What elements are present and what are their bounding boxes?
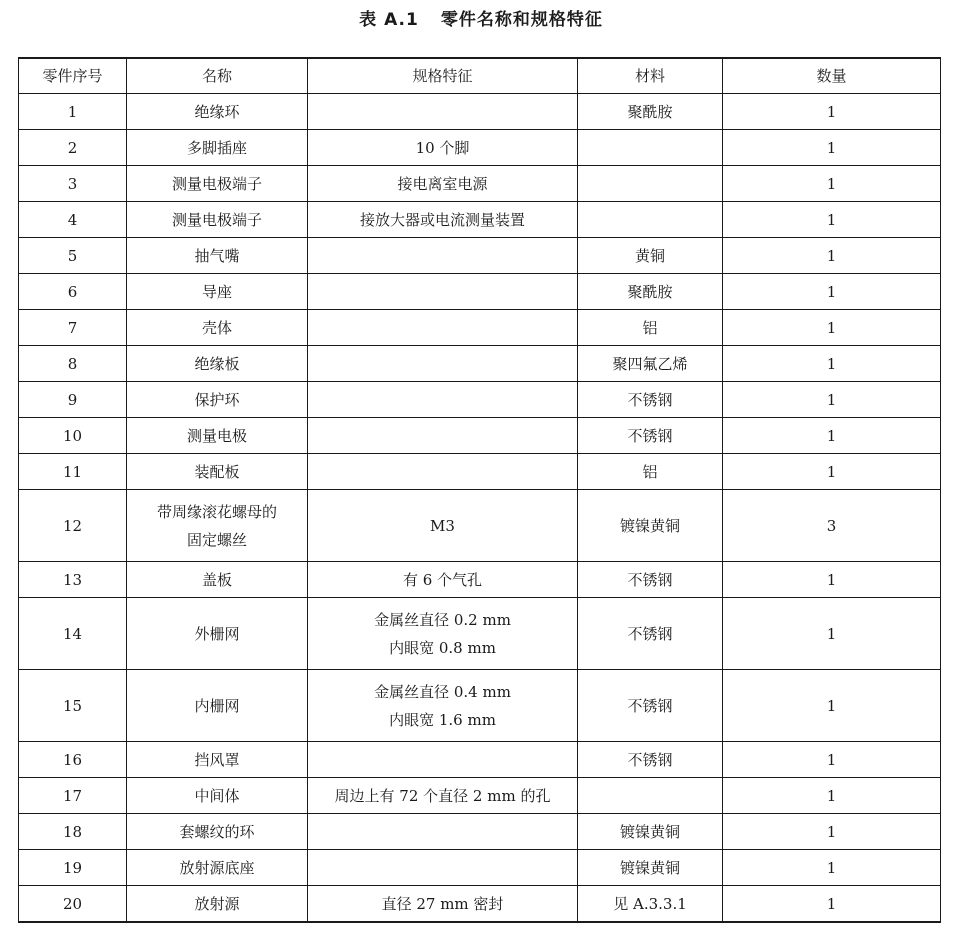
cell-spec	[308, 562, 578, 598]
header-part-no: 零件序号	[19, 58, 127, 94]
cell-spec-line: 内眼宽 0.8 mm	[389, 638, 496, 657]
cell-spec-line: 10 个脚	[415, 138, 470, 157]
table-row	[19, 850, 941, 886]
cell-part-no: 13	[19, 562, 127, 598]
table-row	[19, 382, 941, 418]
table-row	[19, 166, 941, 202]
cell-material: 不锈钢	[578, 742, 723, 778]
cell-part-no: 11	[19, 454, 127, 490]
cell-name	[127, 274, 308, 310]
cell-part-no: 5	[19, 238, 127, 274]
cell-material: 镀镍黄铜	[578, 850, 723, 886]
cell-name	[127, 814, 308, 850]
cell-material: 不锈钢	[578, 418, 723, 454]
cell-quantity: 1	[723, 238, 941, 274]
cell-quantity: 1	[723, 382, 941, 418]
cell-spec	[308, 346, 578, 382]
cell-material: 不锈钢	[578, 598, 723, 670]
table-row	[19, 238, 941, 274]
cell-name	[127, 454, 308, 490]
cell-quantity: 1	[723, 886, 941, 923]
table-row	[19, 202, 941, 238]
cell-name	[127, 382, 308, 418]
cell-quantity: 1	[723, 670, 941, 742]
cell-part-no: 15	[19, 670, 127, 742]
cell-name	[127, 490, 308, 562]
cell-name-line: 抽气嘴	[194, 246, 240, 265]
cell-quantity: 1	[723, 346, 941, 382]
cell-part-no: 18	[19, 814, 127, 850]
table-row	[19, 670, 941, 742]
table-caption	[0, 8, 962, 32]
cell-spec	[308, 742, 578, 778]
cell-material: 镀镍黄铜	[578, 490, 723, 562]
cell-part-no: 10	[19, 418, 127, 454]
cell-material: 不锈钢	[578, 562, 723, 598]
cell-material	[578, 130, 723, 166]
cell-spec-line: 金属丝直径 0.4 mm	[374, 682, 511, 701]
table-row	[19, 418, 941, 454]
cell-part-no: 7	[19, 310, 127, 346]
cell-spec	[308, 670, 578, 742]
cell-material: 聚酰胺	[578, 274, 723, 310]
header-material: 材料	[578, 58, 723, 94]
cell-name-line: 测量电极	[186, 426, 247, 445]
cell-spec	[308, 274, 578, 310]
cell-name	[127, 202, 308, 238]
cell-name-line: 绝缘环	[194, 102, 240, 121]
table-title: 零件名称和规格特征	[440, 10, 603, 30]
cell-name	[127, 778, 308, 814]
cell-part-no: 14	[19, 598, 127, 670]
cell-name	[127, 94, 308, 130]
cell-quantity: 1	[723, 742, 941, 778]
cell-spec-line: 内眼宽 1.6 mm	[389, 710, 496, 729]
cell-part-no: 1	[19, 94, 127, 130]
cell-name-line: 带周缘滚花螺母的	[156, 502, 277, 521]
cell-spec	[308, 418, 578, 454]
cell-spec-line: 金属丝直径 0.2 mm	[374, 610, 511, 629]
table-row	[19, 886, 941, 923]
cell-part-no: 19	[19, 850, 127, 886]
header-quantity: 数量	[723, 58, 941, 94]
cell-name	[127, 346, 308, 382]
cell-spec	[308, 598, 578, 670]
cell-part-no: 3	[19, 166, 127, 202]
cell-spec-line: M3	[430, 516, 455, 535]
cell-name-line: 固定螺丝	[186, 530, 247, 549]
cell-part-no: 16	[19, 742, 127, 778]
table-row	[19, 130, 941, 166]
cell-name-line: 盖板	[201, 570, 232, 589]
cell-material: 聚四氟乙烯	[578, 346, 723, 382]
cell-part-no: 4	[19, 202, 127, 238]
cell-material	[578, 202, 723, 238]
cell-spec-line: 接放大器或电流测量装置	[359, 210, 525, 229]
table-body	[19, 94, 941, 923]
cell-material: 黄铜	[578, 238, 723, 274]
cell-material: 不锈钢	[578, 670, 723, 742]
cell-name-line: 测量电极端子	[171, 210, 262, 229]
cell-name-line: 绝缘板	[194, 354, 240, 373]
cell-material: 铝	[578, 454, 723, 490]
cell-quantity: 1	[723, 274, 941, 310]
cell-part-no: 17	[19, 778, 127, 814]
cell-quantity: 1	[723, 310, 941, 346]
cell-name	[127, 562, 308, 598]
cell-name-line: 多脚插座	[186, 138, 247, 157]
cell-material: 镀镍黄铜	[578, 814, 723, 850]
cell-name-line: 测量电极端子	[171, 174, 262, 193]
cell-name	[127, 166, 308, 202]
cell-name	[127, 670, 308, 742]
cell-quantity: 1	[723, 130, 941, 166]
cell-name-line: 保护环	[194, 390, 240, 409]
cell-name-line: 外栅网	[194, 624, 240, 643]
table-row	[19, 814, 941, 850]
table-row	[19, 598, 941, 670]
cell-part-no: 6	[19, 274, 127, 310]
cell-spec	[308, 238, 578, 274]
cell-material: 见 A.3.3.1	[578, 886, 723, 923]
cell-spec	[308, 778, 578, 814]
cell-name-line: 装配板	[194, 462, 240, 481]
cell-part-no: 12	[19, 490, 127, 562]
cell-quantity: 1	[723, 814, 941, 850]
cell-quantity: 1	[723, 778, 941, 814]
table-row	[19, 94, 941, 130]
cell-name-line: 套螺纹的环	[179, 822, 255, 841]
cell-name	[127, 238, 308, 274]
table-row	[19, 274, 941, 310]
cell-quantity: 1	[723, 418, 941, 454]
cell-quantity: 1	[723, 562, 941, 598]
cell-spec	[308, 454, 578, 490]
table-row	[19, 310, 941, 346]
cell-part-no: 2	[19, 130, 127, 166]
cell-material: 不锈钢	[578, 382, 723, 418]
cell-quantity: 1	[723, 850, 941, 886]
cell-quantity: 1	[723, 454, 941, 490]
cell-spec	[308, 382, 578, 418]
cell-spec	[308, 202, 578, 238]
cell-material: 铝	[578, 310, 723, 346]
cell-name	[127, 742, 308, 778]
cell-name	[127, 418, 308, 454]
cell-material: 聚酰胺	[578, 94, 723, 130]
cell-spec	[308, 814, 578, 850]
cell-name	[127, 850, 308, 886]
cell-spec	[308, 94, 578, 130]
cell-spec	[308, 166, 578, 202]
table-row	[19, 454, 941, 490]
cell-quantity: 1	[723, 202, 941, 238]
cell-name-line: 中间体	[194, 786, 240, 805]
cell-material	[578, 778, 723, 814]
cell-name-line: 导座	[201, 282, 232, 301]
table-row	[19, 346, 941, 382]
header-name: 名称	[127, 58, 308, 94]
cell-part-no: 8	[19, 346, 127, 382]
cell-quantity: 1	[723, 166, 941, 202]
cell-name-line: 放射源底座	[179, 858, 255, 877]
table-row	[19, 778, 941, 814]
table-header	[19, 58, 941, 94]
cell-spec	[308, 490, 578, 562]
cell-spec	[308, 130, 578, 166]
cell-spec-line: 周边上有 72 个直径 2 mm 的孔	[334, 786, 551, 805]
cell-name	[127, 310, 308, 346]
table-row	[19, 490, 941, 562]
cell-name	[127, 130, 308, 166]
cell-spec	[308, 850, 578, 886]
parts-table	[18, 57, 941, 923]
cell-name-line: 放射源	[194, 894, 240, 913]
header-row	[19, 58, 941, 94]
cell-spec	[308, 886, 578, 923]
table-row	[19, 562, 941, 598]
cell-name-line: 壳体	[201, 318, 232, 337]
cell-name-line: 内栅网	[194, 696, 240, 715]
cell-name-line: 挡风罩	[194, 750, 240, 769]
cell-part-no: 9	[19, 382, 127, 418]
cell-spec-line: 接电离室电源	[397, 174, 488, 193]
cell-material	[578, 166, 723, 202]
cell-quantity: 1	[723, 94, 941, 130]
cell-part-no: 20	[19, 886, 127, 923]
cell-spec-line: 有 6 个气孔	[402, 570, 483, 589]
cell-name	[127, 886, 308, 923]
table-row	[19, 742, 941, 778]
cell-spec	[308, 310, 578, 346]
cell-name	[127, 598, 308, 670]
header-spec: 规格特征	[308, 58, 578, 94]
cell-quantity: 1	[723, 598, 941, 670]
table-number: 表 A.1	[359, 10, 419, 30]
cell-quantity: 3	[723, 490, 941, 562]
cell-spec-line: 直径 27 mm 密封	[381, 894, 504, 913]
